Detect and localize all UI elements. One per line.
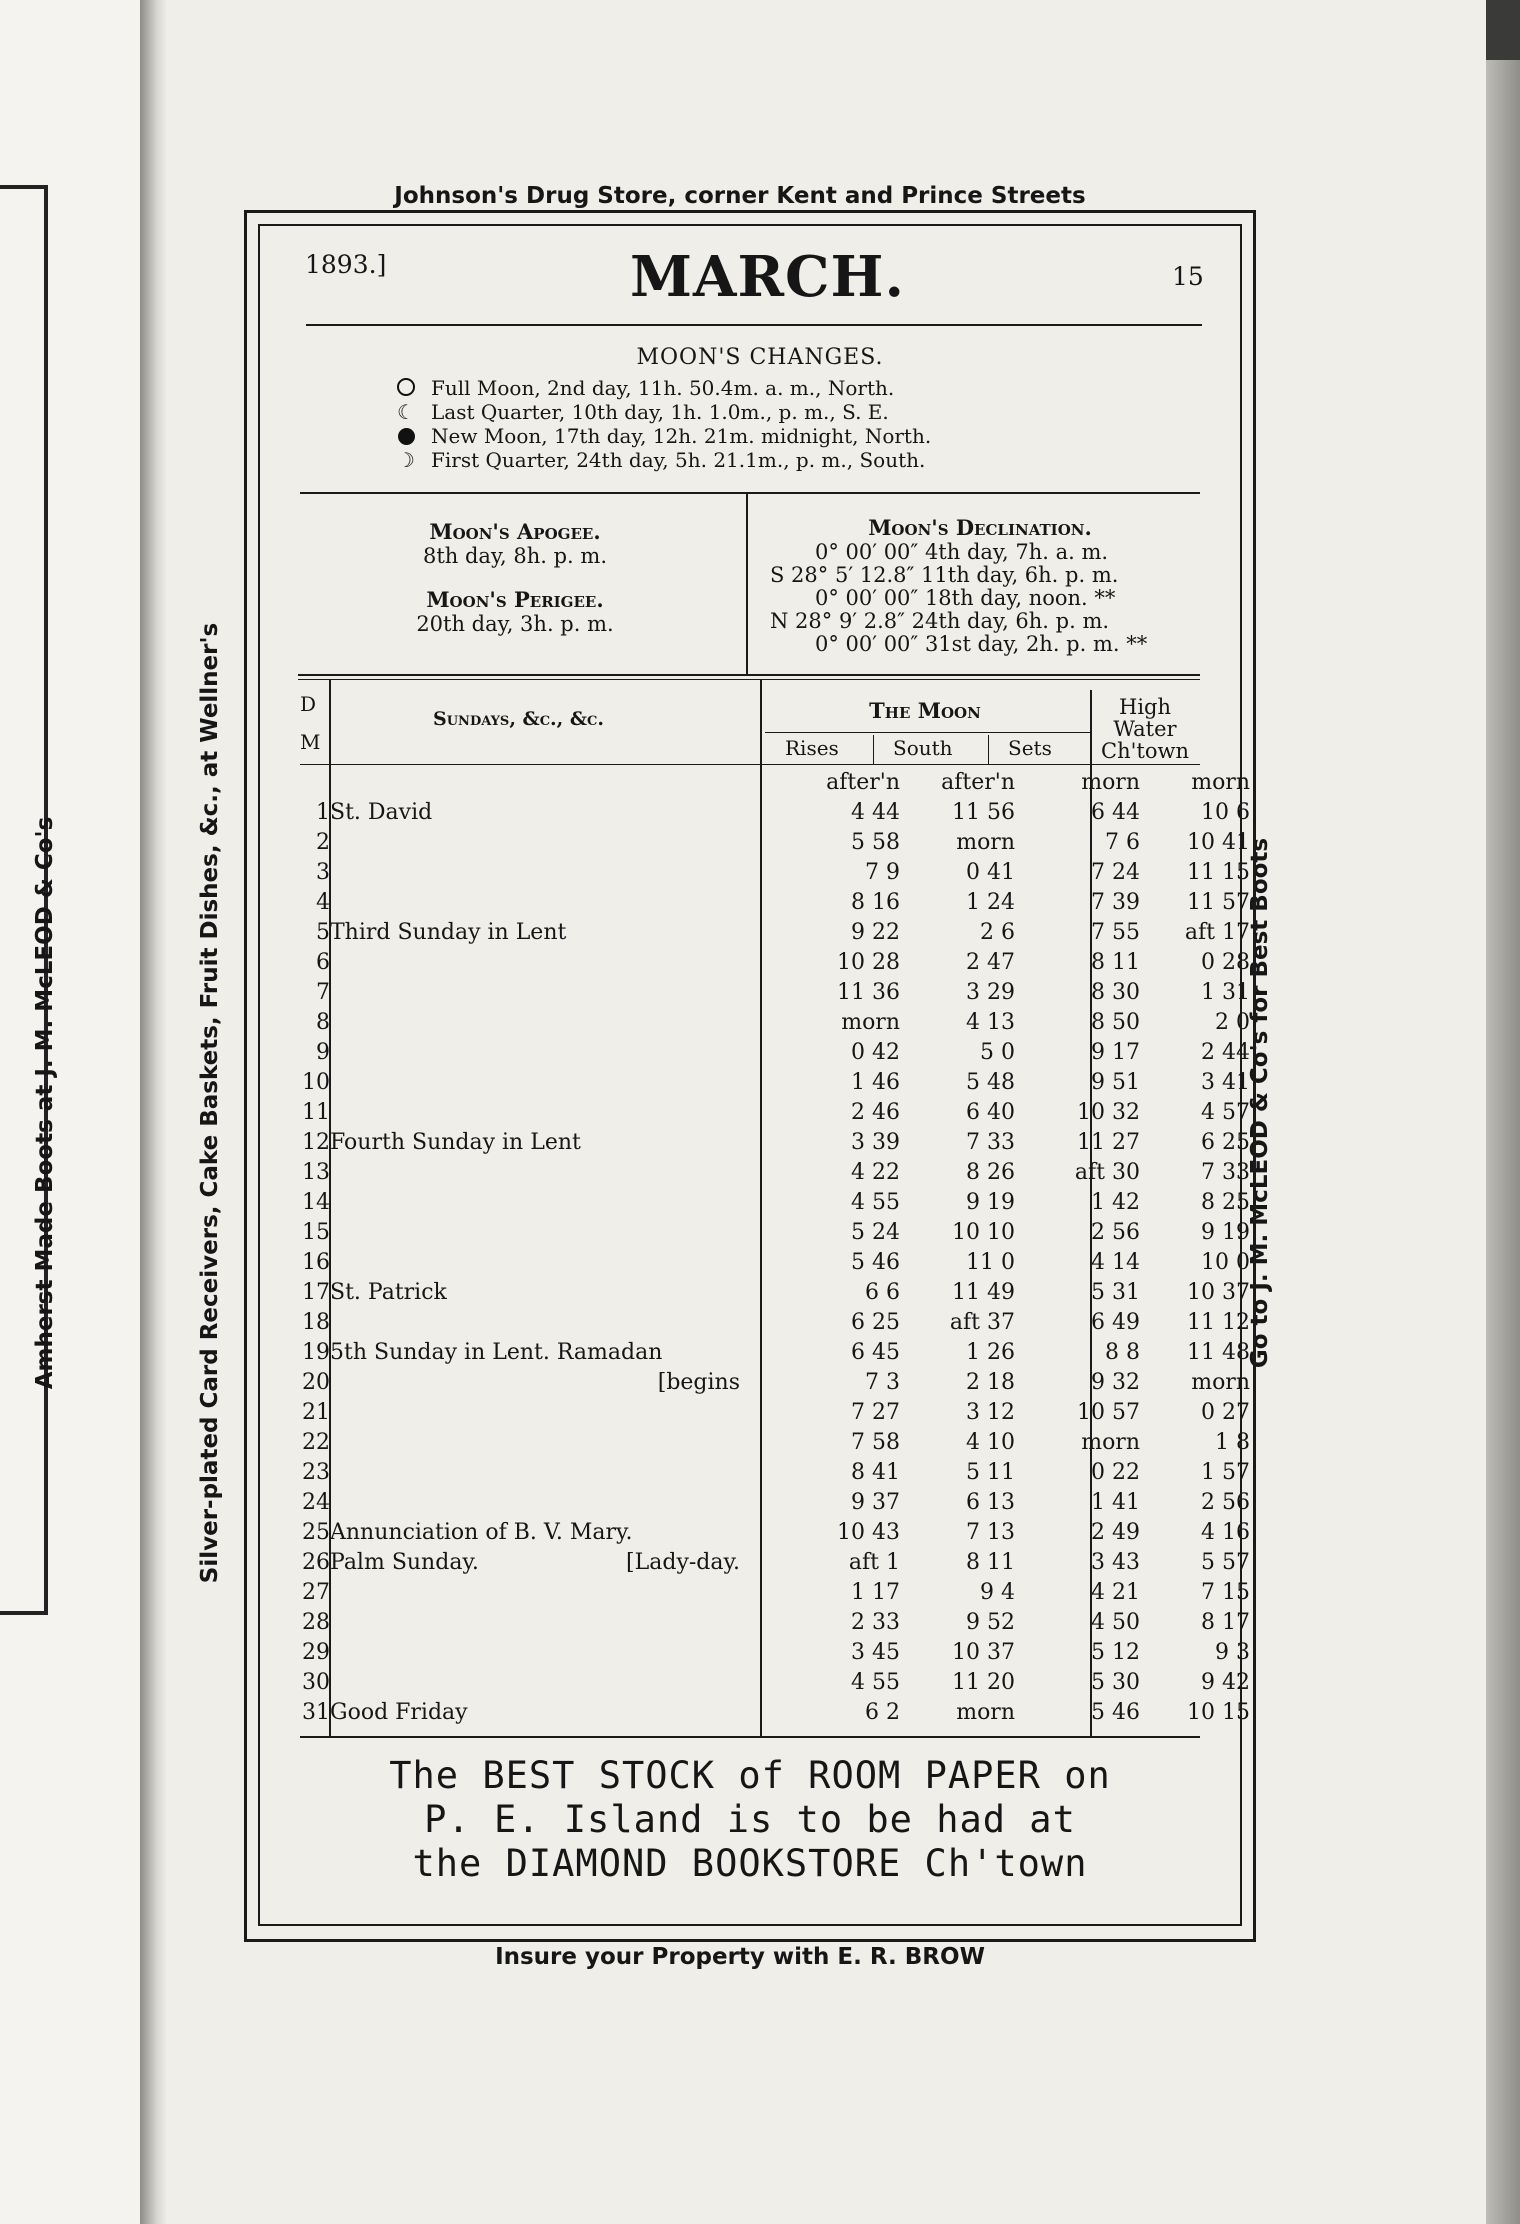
cell-south: 6 13 [966, 1490, 1015, 1515]
declination-block [745, 516, 1215, 656]
cell-rises: 8 16 [851, 890, 900, 915]
rises-header: Rises [785, 736, 839, 760]
cell-rises: morn [841, 1010, 900, 1035]
cell-d: 23 [302, 1460, 330, 1485]
phase-row: ☽ First Quarter, 24th day, 5h. 21.1m., p. m., South. [395, 448, 931, 472]
cell-hw: aft 17 [1184, 920, 1250, 945]
apogee-block [300, 520, 730, 568]
cell-sets: 7 6 [1105, 830, 1140, 855]
cell-event: Palm Sunday. [330, 1550, 479, 1575]
header-bottom-rule [300, 764, 1200, 765]
cell-rises: after'n [826, 770, 900, 795]
sundays-header: Sundays, &c., &c. [433, 708, 605, 730]
advert-line: The BEST STOCK of ROOM PAPER on [389, 1754, 1111, 1797]
declination-row: 0° 00′ 00″ 31st day, 2h. p. m. ** [815, 632, 1148, 656]
the-moon-header: The Moon [869, 698, 981, 723]
cell-hw: 9 19 [1201, 1220, 1250, 1245]
cell-d: 30 [302, 1670, 330, 1695]
cell-hw: 3 41 [1201, 1070, 1250, 1095]
cell-south: 4 13 [966, 1010, 1015, 1035]
cell-south: morn [956, 830, 1015, 855]
cell-d: 31 [302, 1700, 330, 1725]
cell-sets: morn [1081, 770, 1140, 795]
cell-rises: 7 3 [865, 1370, 900, 1395]
cell-event: St. Patrick [330, 1280, 447, 1305]
cell-event: Annunciation of B. V. Mary. [330, 1520, 633, 1545]
cell-south: 2 18 [966, 1370, 1015, 1395]
phase-row: ☾ Last Quarter, 10th day, 1h. 1.0m., p. m., S. E. [395, 400, 931, 424]
bookstore-advertisement [280, 1754, 1220, 1886]
cell-sets: 11 27 [1077, 1130, 1140, 1155]
cell-d: 21 [302, 1400, 330, 1425]
cell-event: [begins [657, 1370, 740, 1395]
cell-hw: 11 57 [1187, 890, 1250, 915]
cell-sets: 4 14 [1091, 1250, 1140, 1275]
cell-hw: 0 28 [1201, 950, 1250, 975]
top-advertisement: Johnson's Drug Store, corner Kent and Prince Streets [394, 183, 1086, 209]
cell-south: 8 26 [966, 1160, 1015, 1185]
cell-rises: 3 45 [851, 1640, 900, 1665]
cell-sets: 8 8 [1105, 1340, 1140, 1365]
moon-changes-title: MOON'S CHANGES. [636, 345, 884, 370]
cell-south: 7 33 [966, 1130, 1015, 1155]
cell-rises: 6 6 [865, 1280, 900, 1305]
page-number: 15 [1172, 262, 1204, 291]
cell-rises: 4 55 [851, 1670, 900, 1695]
phases-rule [300, 492, 1200, 494]
cell-rises: aft 1 [848, 1550, 900, 1575]
cell-d: 11 [302, 1100, 330, 1125]
cell-south: 2 47 [966, 950, 1015, 975]
cell-d: 24 [302, 1490, 330, 1515]
cell-hw: 10 41 [1187, 830, 1250, 855]
cell-hw: 4 57 [1201, 1100, 1250, 1125]
table-bottom-rule [300, 1736, 1200, 1738]
declination-title: Moon's Declination. [868, 515, 1092, 540]
cell-hw: 10 6 [1201, 800, 1250, 825]
cell-sets: 5 30 [1091, 1670, 1140, 1695]
cell-sets: 4 50 [1091, 1610, 1140, 1635]
cell-d: 7 [316, 980, 330, 1005]
cell-d: 1 [316, 800, 330, 825]
table-top-rule-2 [298, 679, 1200, 680]
cell-rises: 1 17 [851, 1580, 900, 1605]
cell-d: 6 [316, 950, 330, 975]
declination-row: 0° 00′ 00″ 18th day, noon. ** [815, 586, 1116, 610]
cell-south: 1 24 [966, 890, 1015, 915]
moon-phases-list [395, 376, 931, 472]
last-quarter-icon: ☾ [397, 400, 415, 424]
cell-hw: 1 8 [1215, 1430, 1250, 1455]
cell-d: 8 [316, 1010, 330, 1035]
cell-event: 5th Sunday in Lent. Ramadan [330, 1340, 663, 1365]
cell-d: 16 [302, 1250, 330, 1275]
cell-hw: 0 27 [1201, 1400, 1250, 1425]
cell-south: 11 56 [952, 800, 1015, 825]
margin-ad-left: Amherst Made Boots at J. M. McLEOD & Co's [32, 816, 58, 1390]
cell-hw: 4 16 [1201, 1520, 1250, 1545]
year-label: 1893.] [305, 250, 387, 279]
cell-rises: 9 37 [851, 1490, 900, 1515]
cell-rises: 4 44 [851, 800, 900, 825]
cell-event: St. David [330, 800, 433, 825]
rises-column-rule [873, 735, 874, 765]
cell-sets: 9 32 [1091, 1370, 1140, 1395]
cell-hw: 2 56 [1201, 1490, 1250, 1515]
cell-sets: 8 50 [1091, 1010, 1140, 1035]
cell-d: 14 [302, 1190, 330, 1215]
cell-d: 15 [302, 1220, 330, 1245]
cell-rises: 10 43 [837, 1520, 900, 1545]
cell-sets: 0 22 [1091, 1460, 1140, 1485]
cell-hw: 9 42 [1201, 1670, 1250, 1695]
phase-row: New Moon, 17th day, 12h. 21m. midnight, North. [395, 424, 931, 448]
cell-hw: 11 12 [1187, 1310, 1250, 1335]
cell-d: 9 [316, 1040, 330, 1065]
cell-hw: 2 0 [1215, 1010, 1250, 1035]
cell-d: 25 [302, 1520, 330, 1545]
cell-hw: 8 25 [1201, 1190, 1250, 1215]
cell-rises: 5 24 [851, 1220, 900, 1245]
declination-row: 0° 00′ 00″ 4th day, 7h. a. m. [815, 540, 1109, 564]
apogee-value: 8th day, 8h. p. m. [422, 544, 607, 568]
margin-ad-right: Go to J. M. McLEOD & Co's for Best Boots [1247, 837, 1273, 1369]
cell-d: 29 [302, 1640, 330, 1665]
cell-south: 11 49 [952, 1280, 1015, 1305]
table-top-rule [298, 674, 1200, 676]
cell-d: 27 [302, 1580, 330, 1605]
cell-hw: 11 48 [1187, 1340, 1250, 1365]
cell-south: 9 52 [966, 1610, 1015, 1635]
cell-south: 7 13 [966, 1520, 1015, 1545]
cell-south: 8 11 [966, 1550, 1015, 1575]
full-moon-icon [395, 376, 417, 400]
cell-rises: 2 46 [851, 1100, 900, 1125]
cell-event: Fourth Sunday in Lent [330, 1130, 581, 1155]
cell-sets: 10 57 [1077, 1400, 1140, 1425]
cell-hw: 9 3 [1215, 1640, 1250, 1665]
moon-subheader-rule [765, 732, 1090, 733]
cell-south: 6 40 [966, 1100, 1015, 1125]
cell-rises: 7 58 [851, 1430, 900, 1455]
cell-hw: 1 57 [1201, 1460, 1250, 1485]
cell-d: 20 [302, 1370, 330, 1395]
cell-hw: 8 17 [1201, 1610, 1250, 1635]
perigee-block [300, 588, 730, 636]
cell-rises: 8 41 [851, 1460, 900, 1485]
cell-rises: 5 58 [851, 830, 900, 855]
cell-south: 5 48 [966, 1070, 1015, 1095]
cell-south: 11 20 [952, 1670, 1015, 1695]
cell-d: 13 [302, 1160, 330, 1185]
cell-sets: 5 46 [1091, 1700, 1140, 1725]
phase-row: Full Moon, 2nd day, 11h. 50.4m. a. m., North. [395, 376, 931, 400]
cell-sets: 2 56 [1091, 1220, 1140, 1245]
cell-hw: 11 15 [1187, 860, 1250, 885]
cell-d: 22 [302, 1430, 330, 1455]
cell-rises: 6 45 [851, 1340, 900, 1365]
cell-sets: 8 30 [1091, 980, 1140, 1005]
cell-hw: morn [1191, 1370, 1250, 1395]
south-header: South [893, 736, 953, 760]
cell-south: morn [956, 1700, 1015, 1725]
cell-d: 26 [302, 1550, 330, 1575]
cell-hw: 1 31 [1201, 980, 1250, 1005]
day-month-header: D M [300, 692, 321, 754]
cell-south: 0 41 [966, 860, 1015, 885]
cell-d: 28 [302, 1610, 330, 1635]
cell-sets: 1 42 [1091, 1190, 1140, 1215]
cell-hw: 7 33 [1201, 1160, 1250, 1185]
cell-sets: 1 41 [1091, 1490, 1140, 1515]
sets-header: Sets [1008, 736, 1052, 760]
advert-line: the DIAMOND BOOKSTORE Ch'town [412, 1842, 1088, 1885]
cell-hw: 10 0 [1201, 1250, 1250, 1275]
cell-sets: 2 49 [1091, 1520, 1140, 1545]
cell-rises: 1 46 [851, 1070, 900, 1095]
bottom-advertisement: Insure your Property with E. R. BROW [495, 1944, 985, 1970]
advert-line: P. E. Island is to be had at [424, 1798, 1076, 1841]
cell-sets: morn [1081, 1430, 1140, 1455]
cell-south: 3 29 [966, 980, 1015, 1005]
cell-event_right: [Lady-day. [626, 1550, 740, 1575]
high-water-header: High Water Ch'town [1101, 695, 1189, 763]
cell-sets: 7 55 [1091, 920, 1140, 945]
cell-sets: 5 12 [1091, 1640, 1140, 1665]
cell-rises: 9 22 [851, 920, 900, 945]
declination-row: S 28° 5′ 12.8″ 11th day, 6h. p. m. [770, 563, 1119, 587]
cell-sets: 5 31 [1091, 1280, 1140, 1305]
cell-sets: 6 49 [1091, 1310, 1140, 1335]
cell-hw: 7 15 [1201, 1580, 1250, 1605]
cell-rises: 3 39 [851, 1130, 900, 1155]
apogee-title: Moon's Apogee. [429, 519, 601, 544]
declination-row: N 28° 9′ 2.8″ 24th day, 6h. p. m. [770, 609, 1110, 633]
cell-d: 4 [316, 890, 330, 915]
header-rule [306, 324, 1202, 326]
cell-hw: morn [1191, 770, 1250, 795]
cell-rises: 5 46 [851, 1250, 900, 1275]
cell-rises: 2 33 [851, 1610, 900, 1635]
cell-south: 4 10 [966, 1430, 1015, 1455]
cell-rises: 10 28 [837, 950, 900, 975]
background-edge [1486, 0, 1520, 62]
cell-rises: 0 42 [851, 1040, 900, 1065]
cell-sets: 4 21 [1091, 1580, 1140, 1605]
page-edges [1486, 60, 1520, 2224]
cell-d: 17 [302, 1280, 330, 1305]
south-column-rule [988, 735, 989, 765]
cell-rises: 6 2 [865, 1700, 900, 1725]
cell-south: 10 37 [952, 1640, 1015, 1665]
cell-south: 2 6 [980, 920, 1015, 945]
cell-sets: 9 51 [1091, 1070, 1140, 1095]
cell-rises: 7 9 [865, 860, 900, 885]
cell-d: 5 [316, 920, 330, 945]
cell-south: 1 26 [966, 1340, 1015, 1365]
cell-sets: 10 32 [1077, 1100, 1140, 1125]
cell-d: 12 [302, 1130, 330, 1155]
cell-d: 3 [316, 860, 330, 885]
cell-rises: 4 22 [851, 1160, 900, 1185]
first-quarter-icon: ☽ [397, 448, 415, 472]
book-gutter [140, 0, 168, 2224]
cell-rises: 11 36 [837, 980, 900, 1005]
cell-hw: 6 25 [1201, 1130, 1250, 1155]
cell-sets: 3 43 [1091, 1550, 1140, 1575]
cell-event: Third Sunday in Lent [330, 920, 567, 945]
cell-sets: 8 11 [1091, 950, 1140, 975]
new-moon-icon [395, 424, 417, 448]
cell-rises: 6 25 [851, 1310, 900, 1335]
cell-south: 3 12 [966, 1400, 1015, 1425]
cell-sets: 7 24 [1091, 860, 1140, 885]
cell-rises: 7 27 [851, 1400, 900, 1425]
cell-sets: 6 44 [1091, 800, 1140, 825]
cell-south: aft 37 [949, 1310, 1015, 1335]
cell-sets: aft 30 [1074, 1160, 1140, 1185]
cell-d: 10 [302, 1070, 330, 1095]
cell-south: 10 10 [952, 1220, 1015, 1245]
margin-ad-center: Silver-plated Card Receivers, Cake Baskets, Fruit Dishes, &c., at Wellner's [197, 622, 223, 1584]
month-title: MARCH. [630, 244, 905, 310]
cell-south: 5 11 [966, 1460, 1015, 1485]
cell-hw: 2 44 [1201, 1040, 1250, 1065]
cell-south: after'n [941, 770, 1015, 795]
cell-d: 2 [316, 830, 330, 855]
cell-d: 18 [302, 1310, 330, 1335]
perigee-title: Moon's Perigee. [426, 587, 604, 612]
cell-south: 9 4 [980, 1580, 1015, 1605]
cell-south: 9 19 [966, 1190, 1015, 1215]
cell-hw: 5 57 [1201, 1550, 1250, 1575]
cell-sets: 9 17 [1091, 1040, 1140, 1065]
cell-rises: 4 55 [851, 1190, 900, 1215]
cell-hw: 10 37 [1187, 1280, 1250, 1305]
cell-event: Good Friday [330, 1700, 468, 1725]
cell-hw: 10 15 [1187, 1700, 1250, 1725]
cell-south: 5 0 [980, 1040, 1015, 1065]
cell-d: 19 [302, 1340, 330, 1365]
perigee-value: 20th day, 3h. p. m. [416, 612, 614, 636]
cell-south: 11 0 [966, 1250, 1015, 1275]
cell-sets: 7 39 [1091, 890, 1140, 915]
